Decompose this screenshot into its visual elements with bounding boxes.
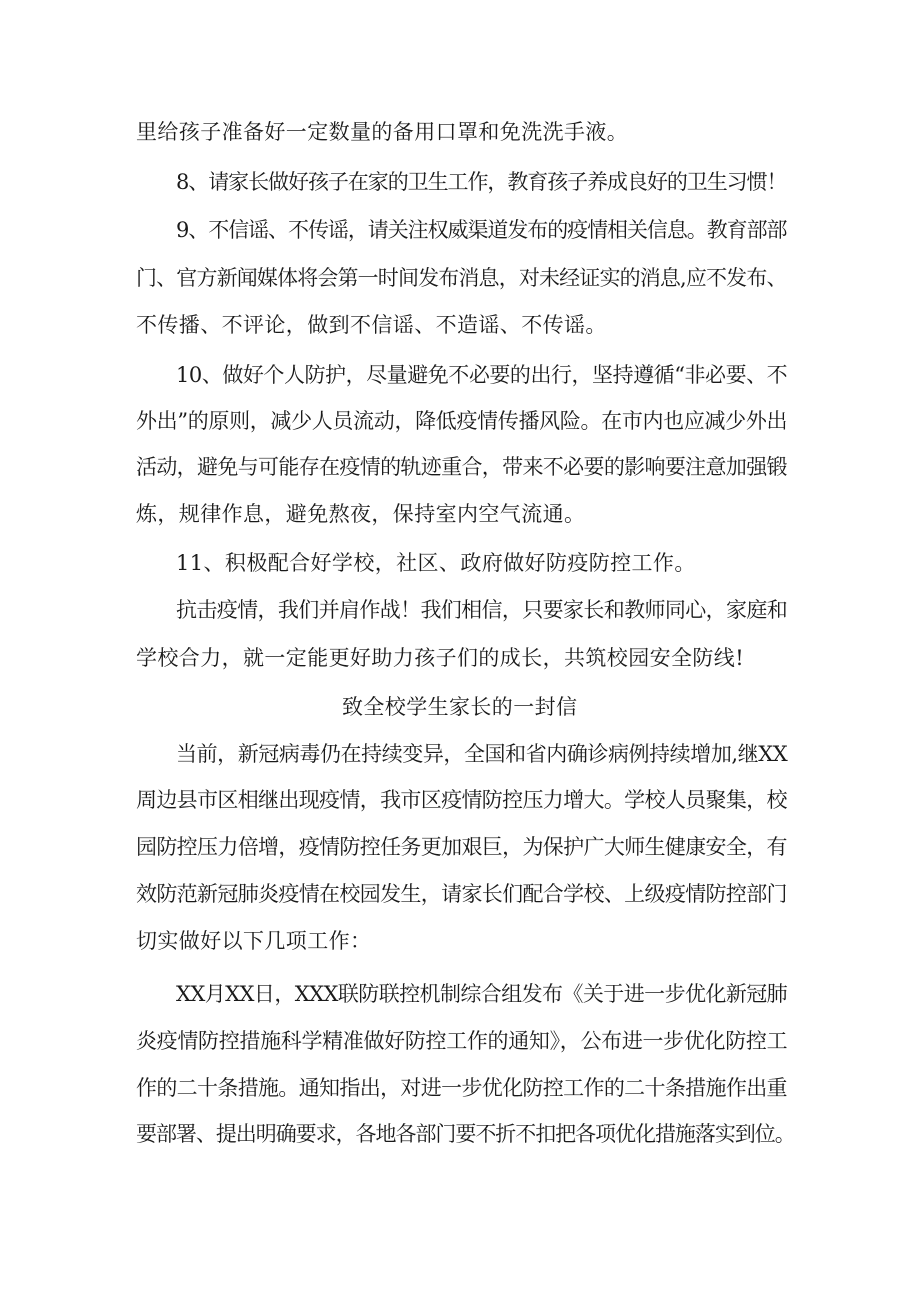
text-line: 炼，规律作息，避免熬夜，保持室内空气流通。 bbox=[136, 502, 586, 526]
text-line: 切实做好以下几项工作： bbox=[136, 929, 372, 953]
text-line: 活动，避免与可能存在疫情的轨迹重合，带来不必要的影响要注意加强锻 bbox=[136, 455, 787, 479]
text-line: 门、官方新闻媒体将会第一时间发布消息，对未经证实的消息,应不发布、 bbox=[136, 266, 787, 290]
text-line: 抗击疫情，我们并肩作战！我们相信，只要家长和教师同心，家庭和 bbox=[176, 598, 788, 622]
text-line: 效防范新冠肺炎疫情在校园发生，请家长们配合学校、上级疫情防控部门 bbox=[136, 882, 787, 906]
text-line: 炎疫情防控措施科学精准做好防控工作的通知》，公布进一步优化防控工 bbox=[136, 1029, 788, 1053]
text-line: 9、不信谣、不传谣，请关注权威渠道发布的疫情相关信息。教育部部 bbox=[176, 218, 787, 242]
text-line: 10、做好个人防护，尽量避免不必要的出行，坚持遵循“非必要、不 bbox=[176, 363, 788, 387]
text-line: 要部署、提出明确要求，各地各部门要不折不扣把各项优化措施落实到位。 bbox=[136, 1122, 795, 1146]
text-line: 8、请家长做好孩子在家的卫生工作，教育孩子养成良好的卫生习惯！ bbox=[176, 170, 787, 194]
text-line: 不传播、不评论，做到不信谣、不造谣、不传谣。 bbox=[136, 313, 607, 337]
text-line: 学校合力，就一定能更好助力孩子们的成长，共筑校园安全防线! bbox=[136, 646, 745, 670]
document-heading: 致全校学生家长的一封信 bbox=[342, 695, 578, 719]
text-line: 园防控压力倍增，疫情防控任务更加艰巨，为保护广大师生健康安全，有 bbox=[136, 835, 787, 859]
text-line: 周边县市区相继出现疫情，我市区疫情防控压力增大。学校人员聚集，校 bbox=[136, 788, 787, 812]
text-line: 里给孩子准备好一定数量的备用口罩和免洗洗手液。 bbox=[136, 120, 629, 144]
text-line: 外出”的原则，减少人员流动，降低疫情传播风险。在市内也应减少外出 bbox=[136, 409, 788, 433]
text-line: XX月XX日，XXX联防联控机制综合组发布《关于进一步优化新冠肺 bbox=[176, 982, 788, 1006]
text-line: 作的二十条措施。通知指出，对进一步优化防控工作的二十条措施作出重 bbox=[136, 1076, 787, 1100]
text-line: 当前，新冠病毒仍在持续变异，全国和省内确诊病例持续增加,继XX bbox=[176, 742, 788, 766]
text-line: 11、积极配合好学校，社区、政府做好防疫防控工作。 bbox=[176, 551, 696, 575]
